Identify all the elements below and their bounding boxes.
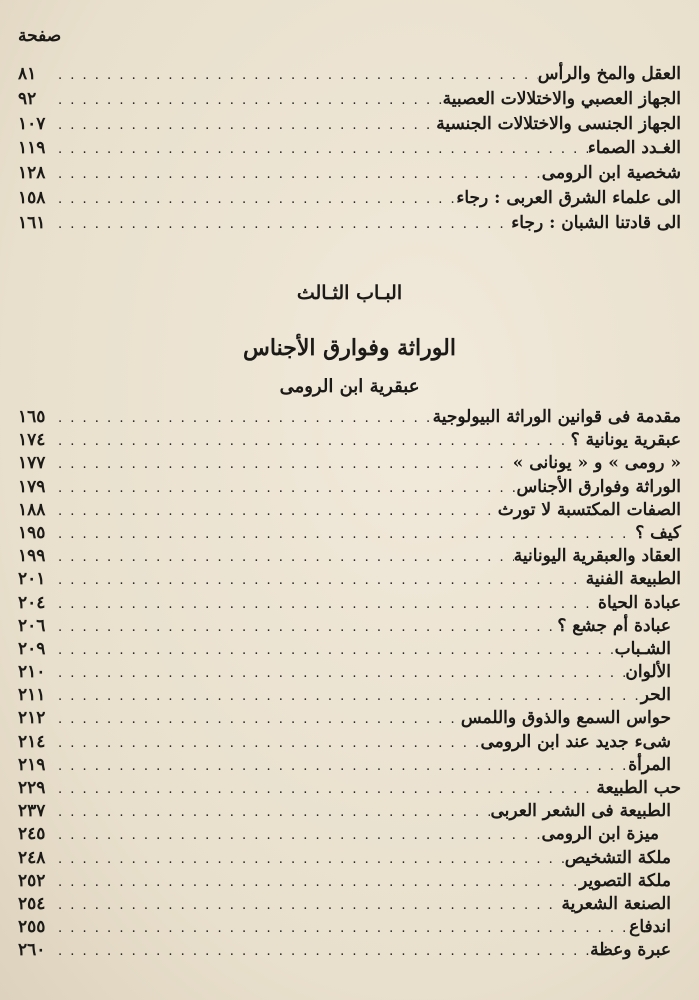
dot-leader [52, 736, 480, 751]
toc-entry-page: ٢٠٤ [18, 592, 46, 613]
toc-entry-page: ١٦١ [18, 212, 46, 233]
toc-entry-title: « رومى » و « يونانى » [512, 453, 681, 474]
dot-leader [52, 481, 516, 496]
dot-leader [52, 759, 628, 774]
toc-entry-title: الطبيعة الفنية [585, 569, 681, 590]
dot-leader [52, 550, 514, 565]
toc-entry-title: ملكة التشخيص [564, 847, 671, 868]
toc-entry-page: ٢٠٩ [18, 638, 46, 659]
toc-entry-title: الغـدد الصماء [587, 138, 681, 159]
toc-entry [18, 163, 681, 188]
toc-entry [18, 138, 681, 163]
toc-entry [18, 453, 681, 476]
dot-leader [52, 898, 561, 913]
toc-entry [18, 917, 681, 940]
toc-entry-page: ١٦٥ [18, 407, 46, 427]
toc-entry-page: ١٠٧ [18, 113, 46, 134]
toc-entry-page: ١٩٩ [18, 546, 46, 567]
toc-entry [18, 64, 681, 89]
toc-entry-page: ٢٢٩ [18, 778, 46, 798]
dot-leader [52, 689, 641, 704]
part-label: البـاب الثـالث [296, 282, 403, 304]
toc-entry [18, 616, 681, 639]
toc-entry-page: ١٧٧ [18, 453, 46, 474]
dot-leader [52, 782, 596, 797]
toc-entry-title: مقدمة فى قوانين الوراثة البيولوجية [432, 407, 681, 427]
toc-entry-page: ٢٤٨ [18, 847, 46, 868]
dot-leader [52, 944, 590, 959]
toc-entry [18, 894, 681, 917]
toc-entry-title: كيف ؟ [635, 522, 681, 543]
toc-entry-title: عبرة وعظة [590, 940, 671, 961]
dot-leader [52, 167, 542, 182]
toc-entry [18, 871, 681, 894]
dot-leader [52, 142, 588, 157]
toc-entry-title: المرأة [628, 754, 671, 775]
toc-entry [18, 732, 681, 755]
toc-entry-page: ٢١١ [18, 685, 46, 706]
toc-entry-title: الطبيعة فى الشعر العربى [490, 801, 671, 822]
toc-entry-page: ٢٥٤ [18, 893, 46, 914]
toc-entry [18, 213, 681, 238]
dot-leader [52, 620, 557, 635]
toc-entry-title: الجهاز الجنسى والاختلالات الجنسية [436, 113, 681, 134]
dot-leader [52, 597, 598, 612]
toc-entry-title: حب الطبيعة [596, 778, 681, 798]
dot-leader [52, 828, 541, 843]
dot-leader [52, 504, 498, 519]
toc-entry-page: ٢٠٦ [18, 615, 46, 636]
toc-entry [18, 824, 681, 847]
dot-leader [52, 527, 635, 542]
toc-entry-page: ٢٠١ [18, 569, 46, 590]
dot-leader [52, 921, 629, 936]
toc-entry-title: شخصية ابن الرومى [541, 163, 681, 184]
dot-leader [52, 434, 571, 449]
toc-entry-page: ٢١٩ [18, 754, 46, 775]
dot-leader [52, 666, 625, 681]
toc-entry-page: ١٢٨ [18, 163, 46, 184]
toc-entry-title: ملكة التصوير [579, 870, 671, 891]
dot-leader [52, 68, 538, 83]
toc-entry [18, 114, 681, 139]
part-subtitle: عبقرية ابن الرومى [279, 376, 420, 397]
dot-leader [52, 411, 433, 426]
toc-entry [18, 708, 681, 731]
toc-entry-page: ٨١ [18, 64, 37, 84]
toc-entry [18, 188, 681, 213]
toc-entry-title: العقل والمخ والرأس [537, 64, 681, 84]
part-title: الوراثة وفوارق الأجناس [243, 335, 456, 361]
toc-entry-page: ١٩٥ [18, 522, 46, 543]
toc-entry-title: الصنعة الشعرية [561, 893, 671, 914]
toc-entry-page: ٢١٢ [18, 708, 46, 729]
toc-entry [18, 639, 681, 662]
dot-leader [52, 805, 490, 820]
toc-entry [18, 89, 681, 114]
dot-leader [52, 852, 565, 867]
toc-entry-title: عبقرية يونانية ؟ [570, 430, 681, 451]
toc-entry-page: ٢٥٥ [18, 917, 46, 938]
toc-entry [18, 546, 681, 569]
toc-entry-title: عبادة الحياة [598, 592, 681, 613]
toc-section-b [18, 407, 681, 964]
toc-entry-title: الى قادتنا الشبان : رجاء [511, 212, 681, 233]
toc-entry-title: الصفات المكتسبة لا تورث [497, 499, 681, 520]
toc-entry [18, 940, 681, 963]
toc-entry [18, 662, 681, 685]
toc-entry-title: الجهاز العصبي والاختلالات العصبية [442, 88, 681, 109]
toc-entry-page: ١٨٨ [18, 499, 46, 520]
toc-entry-page: ٢٤٥ [18, 824, 46, 845]
dot-leader [52, 217, 511, 232]
toc-entry-page: ٩٢ [18, 88, 37, 109]
toc-entry-page: ٢١٠ [18, 662, 46, 683]
toc-entry-page: ٢٥٢ [18, 870, 46, 891]
toc-entry-page: ١١٩ [18, 138, 46, 159]
toc-entry-page: ١٥٨ [18, 187, 46, 208]
toc-entry [18, 685, 681, 708]
dot-leader [52, 457, 513, 472]
toc-entry-page: ٢١٤ [18, 731, 46, 752]
toc-entry-title: اندفاع [629, 917, 671, 938]
dot-leader [52, 118, 436, 133]
toc-entry-title: الحر [640, 685, 671, 706]
toc-section-a [18, 64, 681, 238]
toc-entry-title: شىء جديد عند ابن الرومى [480, 731, 671, 752]
toc-entry [18, 569, 681, 592]
dot-leader [52, 875, 579, 890]
toc-entry-page: ٢٣٧ [18, 801, 46, 822]
toc-entry [18, 523, 681, 546]
toc-entry [18, 778, 681, 801]
toc-entry-page: ١٧٤ [18, 430, 46, 451]
toc-entry [18, 407, 681, 430]
toc-entry [18, 801, 681, 824]
toc-entry [18, 848, 681, 871]
dot-leader [52, 93, 443, 108]
toc-entry [18, 430, 681, 453]
toc-entry-title: الى علماء الشرق العربى : رجاء [456, 187, 681, 208]
toc-entry-page: ٢٦٠ [18, 940, 46, 961]
dot-leader [52, 192, 456, 207]
dot-leader [52, 712, 461, 727]
toc-entry-title: حواس السمع والذوق واللمس [460, 708, 671, 729]
toc-entry [18, 477, 681, 500]
dot-leader [52, 643, 615, 658]
toc-entry-title: الوراثة وفوارق الأجناس [516, 476, 681, 497]
toc-entry-page: ١٧٩ [18, 476, 46, 497]
toc-entry-title: الألوان [625, 662, 671, 683]
page-column-header: صفحة [18, 26, 62, 46]
toc-entry [18, 755, 681, 778]
toc-entry-title: العقاد والعبقرية اليونانية [513, 546, 681, 567]
toc-entry-title: ميزة ابن الرومى [541, 824, 659, 845]
toc-entry-title: عبادة أم جشع ؟ [557, 615, 671, 636]
toc-entry [18, 593, 681, 616]
toc-entry-title: الشـباب [614, 638, 671, 659]
dot-leader [52, 573, 586, 588]
toc-entry [18, 500, 681, 523]
